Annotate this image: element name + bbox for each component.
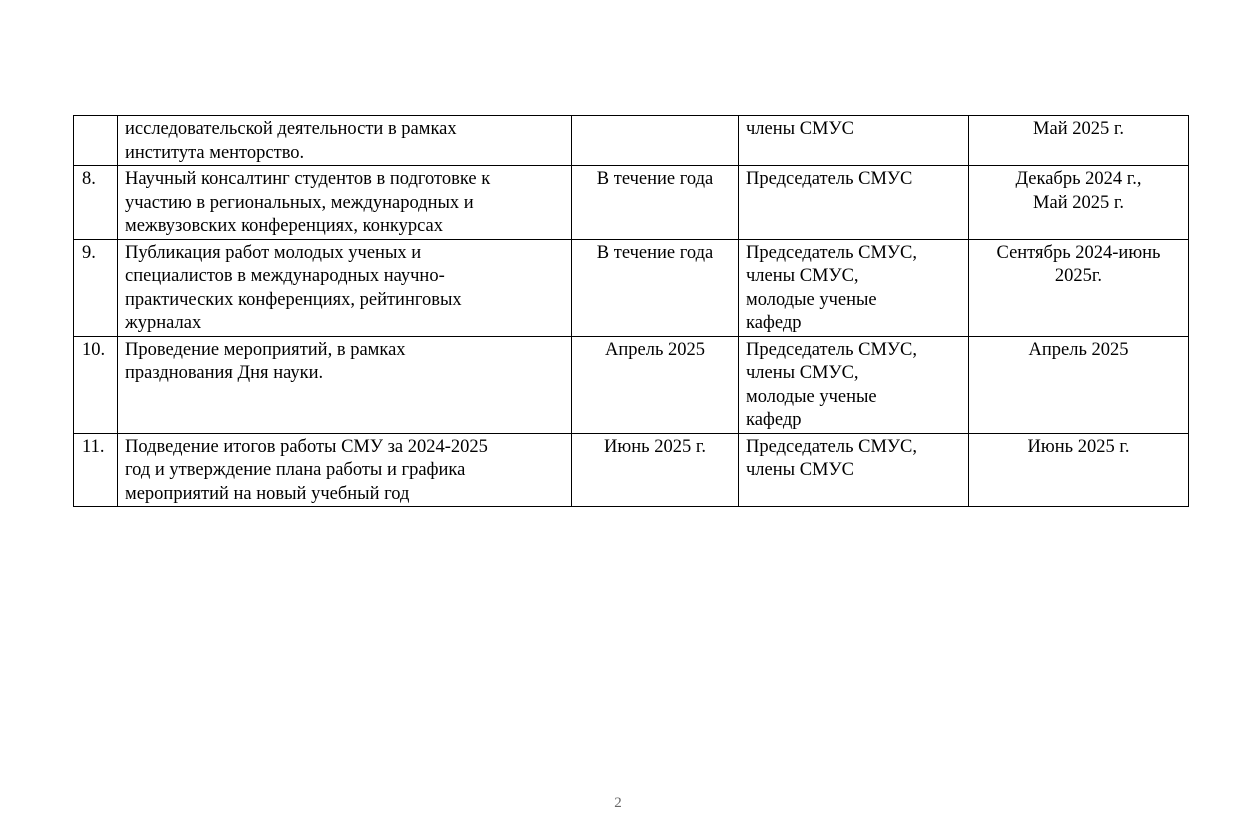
table-row bbox=[74, 116, 1189, 166]
event-cell: Публикация работ молодых ученых и специалистов в международных научно- практических конференциях, рейтинговых журналах bbox=[118, 239, 572, 336]
table-row bbox=[74, 336, 1189, 433]
period-cell: В течение года bbox=[572, 239, 739, 336]
responsible-cell: Председатель СМУС, члены СМУС bbox=[739, 433, 969, 507]
responsible-cell: Председатель СМУС, члены СМУС, молодые ученые кафедр bbox=[739, 239, 969, 336]
event-cell: Проведение мероприятий, в рамках празднования Дня науки. bbox=[118, 336, 572, 433]
row-number-cell: 9. bbox=[74, 239, 118, 336]
period-cell: Июнь 2025 г. bbox=[572, 433, 739, 507]
period-cell: В течение года bbox=[572, 166, 739, 240]
event-cell: исследовательской деятельности в рамках института менторство. bbox=[118, 116, 572, 166]
deadline-cell: Май 2025 г. bbox=[969, 116, 1189, 166]
period-cell bbox=[572, 116, 739, 166]
event-cell: Научный консалтинг студентов в подготовке к участию в региональных, международных и межвузовских конференциях, конкурсах bbox=[118, 166, 572, 240]
table-row bbox=[74, 433, 1189, 507]
deadline-cell: Сентябрь 2024-июнь 2025г. bbox=[969, 239, 1189, 336]
responsible-cell: Председатель СМУС, члены СМУС, молодые ученые кафедр bbox=[739, 336, 969, 433]
table-row bbox=[74, 239, 1189, 336]
table-row bbox=[74, 166, 1189, 240]
event-cell: Подведение итогов работы СМУ за 2024-2025 год и утверждение плана работы и графика мероприятий на новый учебный год bbox=[118, 433, 572, 507]
page-number: 2 bbox=[614, 795, 622, 811]
row-number-cell: 11. bbox=[74, 433, 118, 507]
row-number-cell: 10. bbox=[74, 336, 118, 433]
responsible-cell: члены СМУС bbox=[739, 116, 969, 166]
event-plan-table bbox=[73, 115, 1189, 507]
period-cell: Апрель 2025 bbox=[572, 336, 739, 433]
row-number-cell: 8. bbox=[74, 166, 118, 240]
deadline-cell: Декабрь 2024 г., Май 2025 г. bbox=[969, 166, 1189, 240]
deadline-cell: Июнь 2025 г. bbox=[969, 433, 1189, 507]
deadline-cell: Апрель 2025 bbox=[969, 336, 1189, 433]
row-number-cell bbox=[74, 116, 118, 166]
responsible-cell: Председатель СМУС bbox=[739, 166, 969, 240]
